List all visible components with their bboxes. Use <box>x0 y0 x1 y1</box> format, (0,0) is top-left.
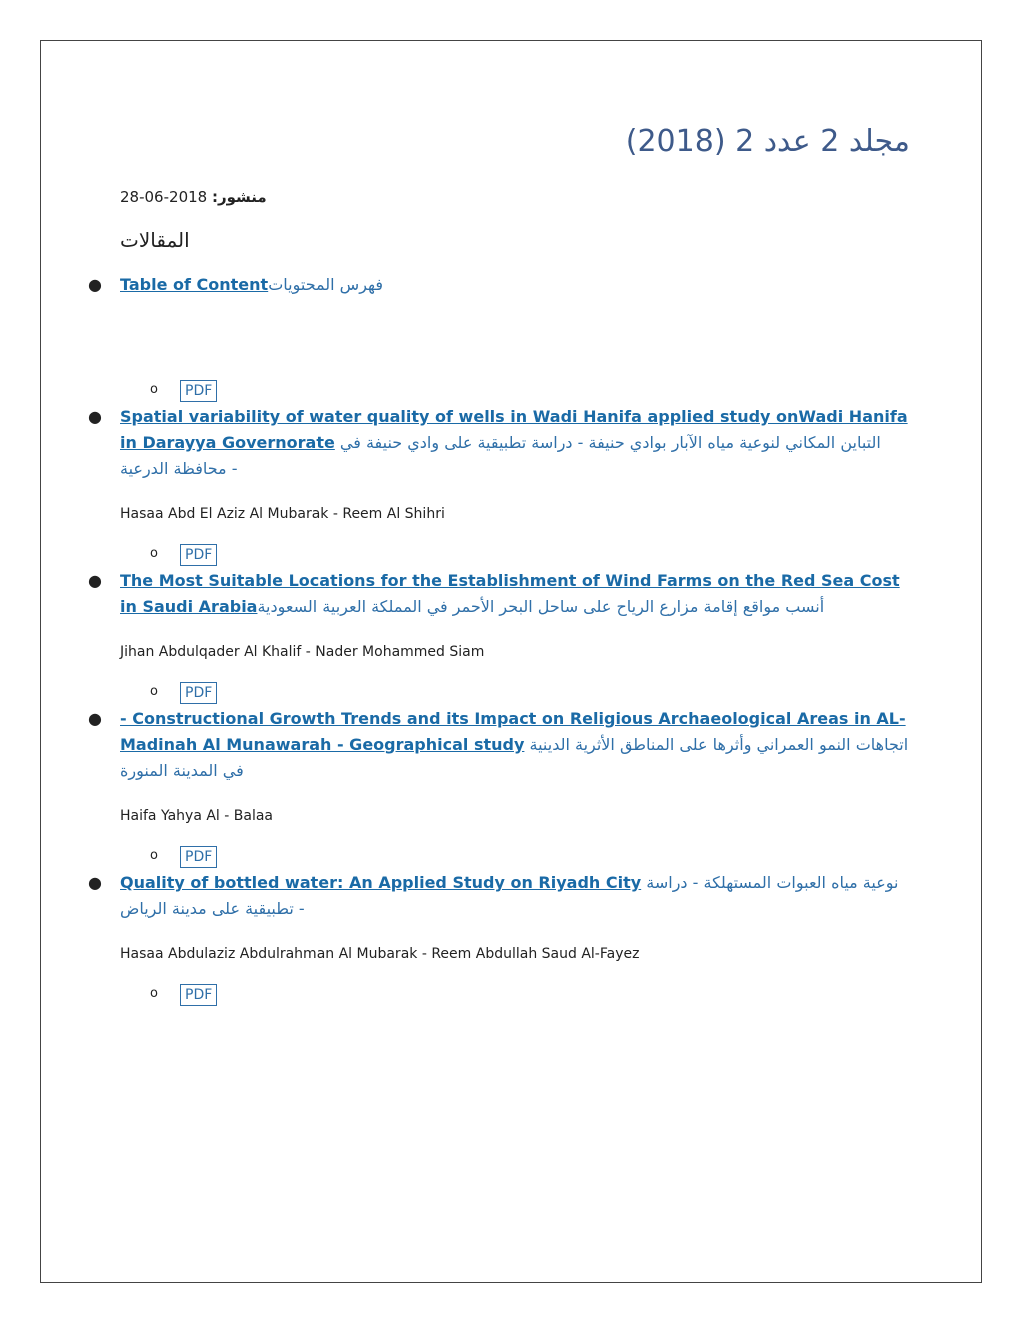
issue-title: مجلد 2 عدد 2 (2018) <box>625 124 910 159</box>
article-title-arabic: نوعية مياه العبوات المستهلكة - دراسة تطبيقية على مدينة الرياض - <box>120 873 899 918</box>
galley-row <box>120 544 910 568</box>
section-heading: المقالات <box>120 228 190 252</box>
article-list <box>80 272 910 1008</box>
galley-row <box>120 846 910 870</box>
pdf-button[interactable]: PDF <box>180 544 217 566</box>
pdf-button[interactable]: PDF <box>180 380 217 402</box>
article-authors: Hasaa Abd El Aziz Al Mubarak - Reem Al Shihri <box>120 506 445 522</box>
article-title <box>120 568 910 620</box>
bullet-icon: ● <box>88 873 102 892</box>
article-authors: Jihan Abdulqader Al Khalif - Nader Mohammed Siam <box>120 644 485 660</box>
article-title-link[interactable]: The Most Suitable Locations for the Establishment of Wind Farms on the Red Sea Cost in Saudi Arabia <box>120 571 900 616</box>
article-title <box>120 272 910 298</box>
article-title <box>120 870 910 922</box>
circle-bullet-icon: o <box>150 684 158 699</box>
circle-bullet-icon: o <box>150 986 158 1001</box>
article-title-arabic: اتجاهات النمو العمراني وأثرها على المناطق الأثرية الدينية في المدينة المنورة <box>120 735 909 780</box>
bullet-icon: ● <box>88 275 102 294</box>
article-item <box>80 870 910 1008</box>
article-title-arabic: فهرس المحتويات <box>268 275 384 294</box>
article-title-arabic: التباين المكاني لنوعية مياه الآبار بوادي حنيفة - دراسة تطبيقية على وادي حنيفة في محافظة الدرعية - <box>120 433 881 478</box>
article-title-link[interactable]: Table of Content <box>120 275 269 294</box>
galley-row <box>120 682 910 706</box>
article-title-link[interactable]: Spatial variability of water quality of wells in Wadi Hanifa applied study onWadi Hanifa in Darayya Governorate <box>120 407 908 452</box>
pdf-button[interactable]: PDF <box>180 984 217 1006</box>
published-date: 2018-06-28 <box>120 188 208 206</box>
galley-row <box>120 984 910 1008</box>
article-authors: Hasaa Abdulaziz Abdulrahman Al Mubarak - Reem Abdullah Saud Al-Fayez <box>120 946 640 962</box>
circle-bullet-icon: o <box>150 848 158 863</box>
article-title <box>120 404 910 482</box>
published-label: منشور: <box>212 188 267 206</box>
bullet-icon: ● <box>88 407 102 426</box>
bullet-icon: ● <box>88 709 102 728</box>
bullet-icon: ● <box>88 571 102 590</box>
published-line <box>120 188 910 206</box>
article-title <box>120 706 910 784</box>
pdf-button[interactable]: PDF <box>180 682 217 704</box>
pdf-button[interactable]: PDF <box>180 846 217 868</box>
article-item <box>80 706 910 870</box>
article-item <box>80 272 910 404</box>
circle-bullet-icon: o <box>150 546 158 561</box>
circle-bullet-icon: o <box>150 382 158 397</box>
article-title-link[interactable]: Quality of bottled water: An Applied Study on Riyadh City <box>120 873 642 892</box>
galley-row <box>120 380 910 404</box>
article-title-arabic: أنسب مواقع إقامة مزارع الرياح على ساحل البحر الأحمر في المملكة العربية السعودية <box>257 597 825 616</box>
article-title-link[interactable]: - Constructional Growth Trends and its Impact on Religious Archaeological Areas in AL-Madinah Al Munawarah - Geographical study <box>120 709 906 754</box>
article-item <box>80 404 910 568</box>
article-authors: Haifa Yahya Al - Balaa <box>120 808 273 824</box>
issue-content <box>80 120 910 1008</box>
article-item <box>80 568 910 706</box>
